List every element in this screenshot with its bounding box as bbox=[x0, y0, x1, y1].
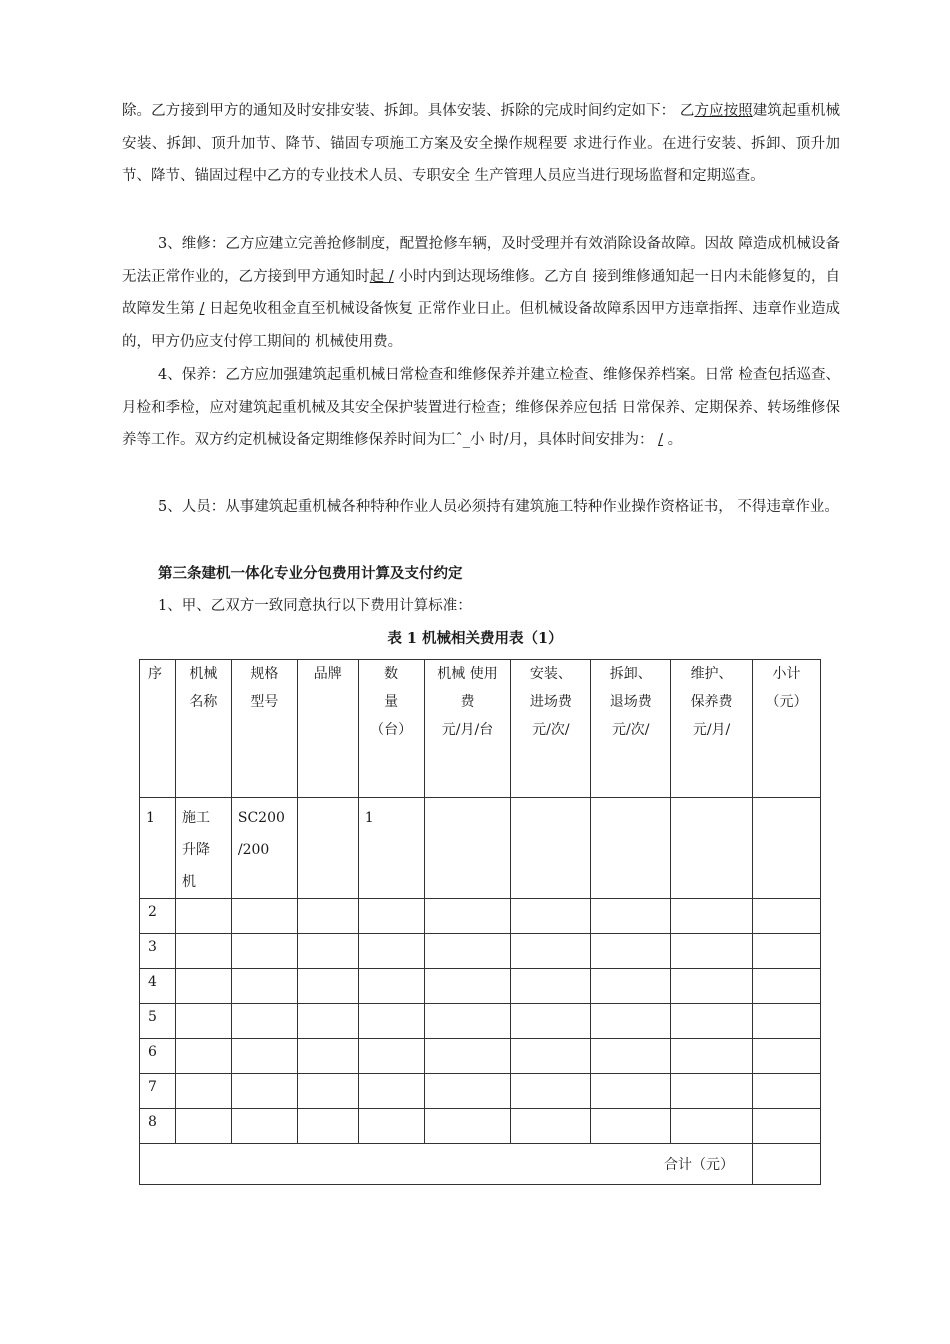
text-span: 。 bbox=[663, 432, 683, 448]
header-model: 规格 型号 bbox=[231, 660, 297, 798]
clause-1: 1、甲、乙双方一致同意执行以下费用计算标准： bbox=[158, 598, 472, 614]
header-dismantle-fee: 拆卸、 退场费 元/次/ bbox=[591, 660, 671, 798]
cell-dismantle-fee bbox=[591, 798, 671, 899]
header-install-fee: 安装、 进场费 元/次/ bbox=[511, 660, 591, 798]
paragraph-repair bbox=[122, 228, 840, 358]
cell-index: 4 bbox=[140, 969, 176, 1004]
fee-table bbox=[139, 659, 821, 1185]
header-brand: 品牌 bbox=[297, 660, 358, 798]
header-usage-fee: 机械 使用 费 元/月/台 bbox=[424, 660, 511, 798]
cell-index: 6 bbox=[140, 1039, 176, 1074]
table-row bbox=[140, 969, 821, 1004]
table-row bbox=[140, 899, 821, 934]
cell-index: 3 bbox=[140, 934, 176, 969]
cell-model: SC200 /200 bbox=[231, 798, 297, 899]
text-span: 小时内到达现场维修。乙方自 接到维修通知起一日内未能修复的，自故障发生第 bbox=[122, 268, 841, 317]
header-subtotal: 小计 （元） bbox=[752, 660, 820, 798]
text-span: 除。乙方接到甲方的通知及时安排安装、拆卸。具体安装、拆除的完成时间约定如下： 乙 bbox=[122, 103, 695, 119]
text-span: 3、维修：乙方应建立完善抢修制度，配置抢修车辆，及时受理并有效消除设备故障。因故 障造成机械设备无法正常作业的，乙方接到甲方通知时 bbox=[122, 236, 840, 285]
table-header-row bbox=[140, 660, 821, 798]
header-quantity: 数 量 （台） bbox=[358, 660, 424, 798]
header-maintenance-fee: 维护、 保养费 元/月/ bbox=[671, 660, 753, 798]
total-label: 合计（元） bbox=[140, 1144, 753, 1185]
total-value bbox=[752, 1144, 820, 1185]
cell-machine-name: 施工 升降 机 bbox=[175, 798, 231, 899]
cell-index: 7 bbox=[140, 1074, 176, 1109]
table-total-row bbox=[140, 1144, 821, 1185]
cell-index: 2 bbox=[140, 899, 176, 934]
paragraph-install-schedule bbox=[122, 95, 840, 193]
header-index: 序 bbox=[140, 660, 176, 798]
paragraph-maintenance bbox=[122, 359, 840, 457]
table-caption: 表 1 机械相关费用表（1） bbox=[387, 630, 563, 647]
cell-brand bbox=[297, 798, 358, 899]
table-row bbox=[140, 1074, 821, 1109]
cell-install-fee bbox=[511, 798, 591, 899]
cell-usage-fee bbox=[424, 798, 511, 899]
cell-index: 5 bbox=[140, 1004, 176, 1039]
table-row bbox=[140, 934, 821, 969]
paragraph-personnel: 5、人员：从事建筑起重机械各种特种作业人员必须持有建筑施工特种作业操作资格证书， 不得违章作业。 bbox=[158, 499, 839, 515]
cell-quantity: 1 bbox=[358, 798, 424, 899]
table-row bbox=[140, 1004, 821, 1039]
cell-index: 8 bbox=[140, 1109, 176, 1144]
table-row bbox=[140, 1039, 821, 1074]
table-row bbox=[140, 1109, 821, 1144]
text-span: 4、保养：乙方应加强建筑起重机械日常检查和维修保养并建立检查、维修保养档案。日常 检查包括巡查、月检和季检，应对建筑起重机械及其安全保护装置进行检查；维修保养应包括 日常保养、定期保养、转场维修保养等工作。双方约定机械设备定期维修保养时间为匚ˆ_小 时/月，具体时间安排为： bbox=[122, 367, 840, 448]
underlined-blank: / bbox=[199, 301, 205, 317]
text-span: 建筑起重机械安装、拆卸、顶升加节、降节、锚固专项施工方案及安全操作规程要 求进行作业。在进行安装、拆卸、顶升加节、降节、锚固过程中乙方的专业技术人员、专职安全 生产管理人员应当进行现场监督和定期巡查。 bbox=[122, 103, 841, 184]
underlined-text: 方应按照 bbox=[694, 103, 753, 119]
underlined-blank: / bbox=[658, 432, 663, 448]
text-span: 日起免收租金直至机械设备恢复 正常作业日止。但机械设备故障系因甲方违章指挥、违章作业造成的，甲方仍应支付停工期间的 机械使用费。 bbox=[122, 301, 841, 350]
cell-maintenance-fee bbox=[671, 798, 753, 899]
cell-subtotal bbox=[752, 798, 820, 899]
table-row bbox=[140, 798, 821, 899]
underlined-blank: 起 / bbox=[369, 268, 394, 285]
article-3-heading: 第三条建机一体化专业分包费用计算及支付约定 bbox=[158, 565, 463, 582]
header-machine-name: 机械 名称 bbox=[175, 660, 231, 798]
cell-index: 1 bbox=[140, 798, 176, 899]
